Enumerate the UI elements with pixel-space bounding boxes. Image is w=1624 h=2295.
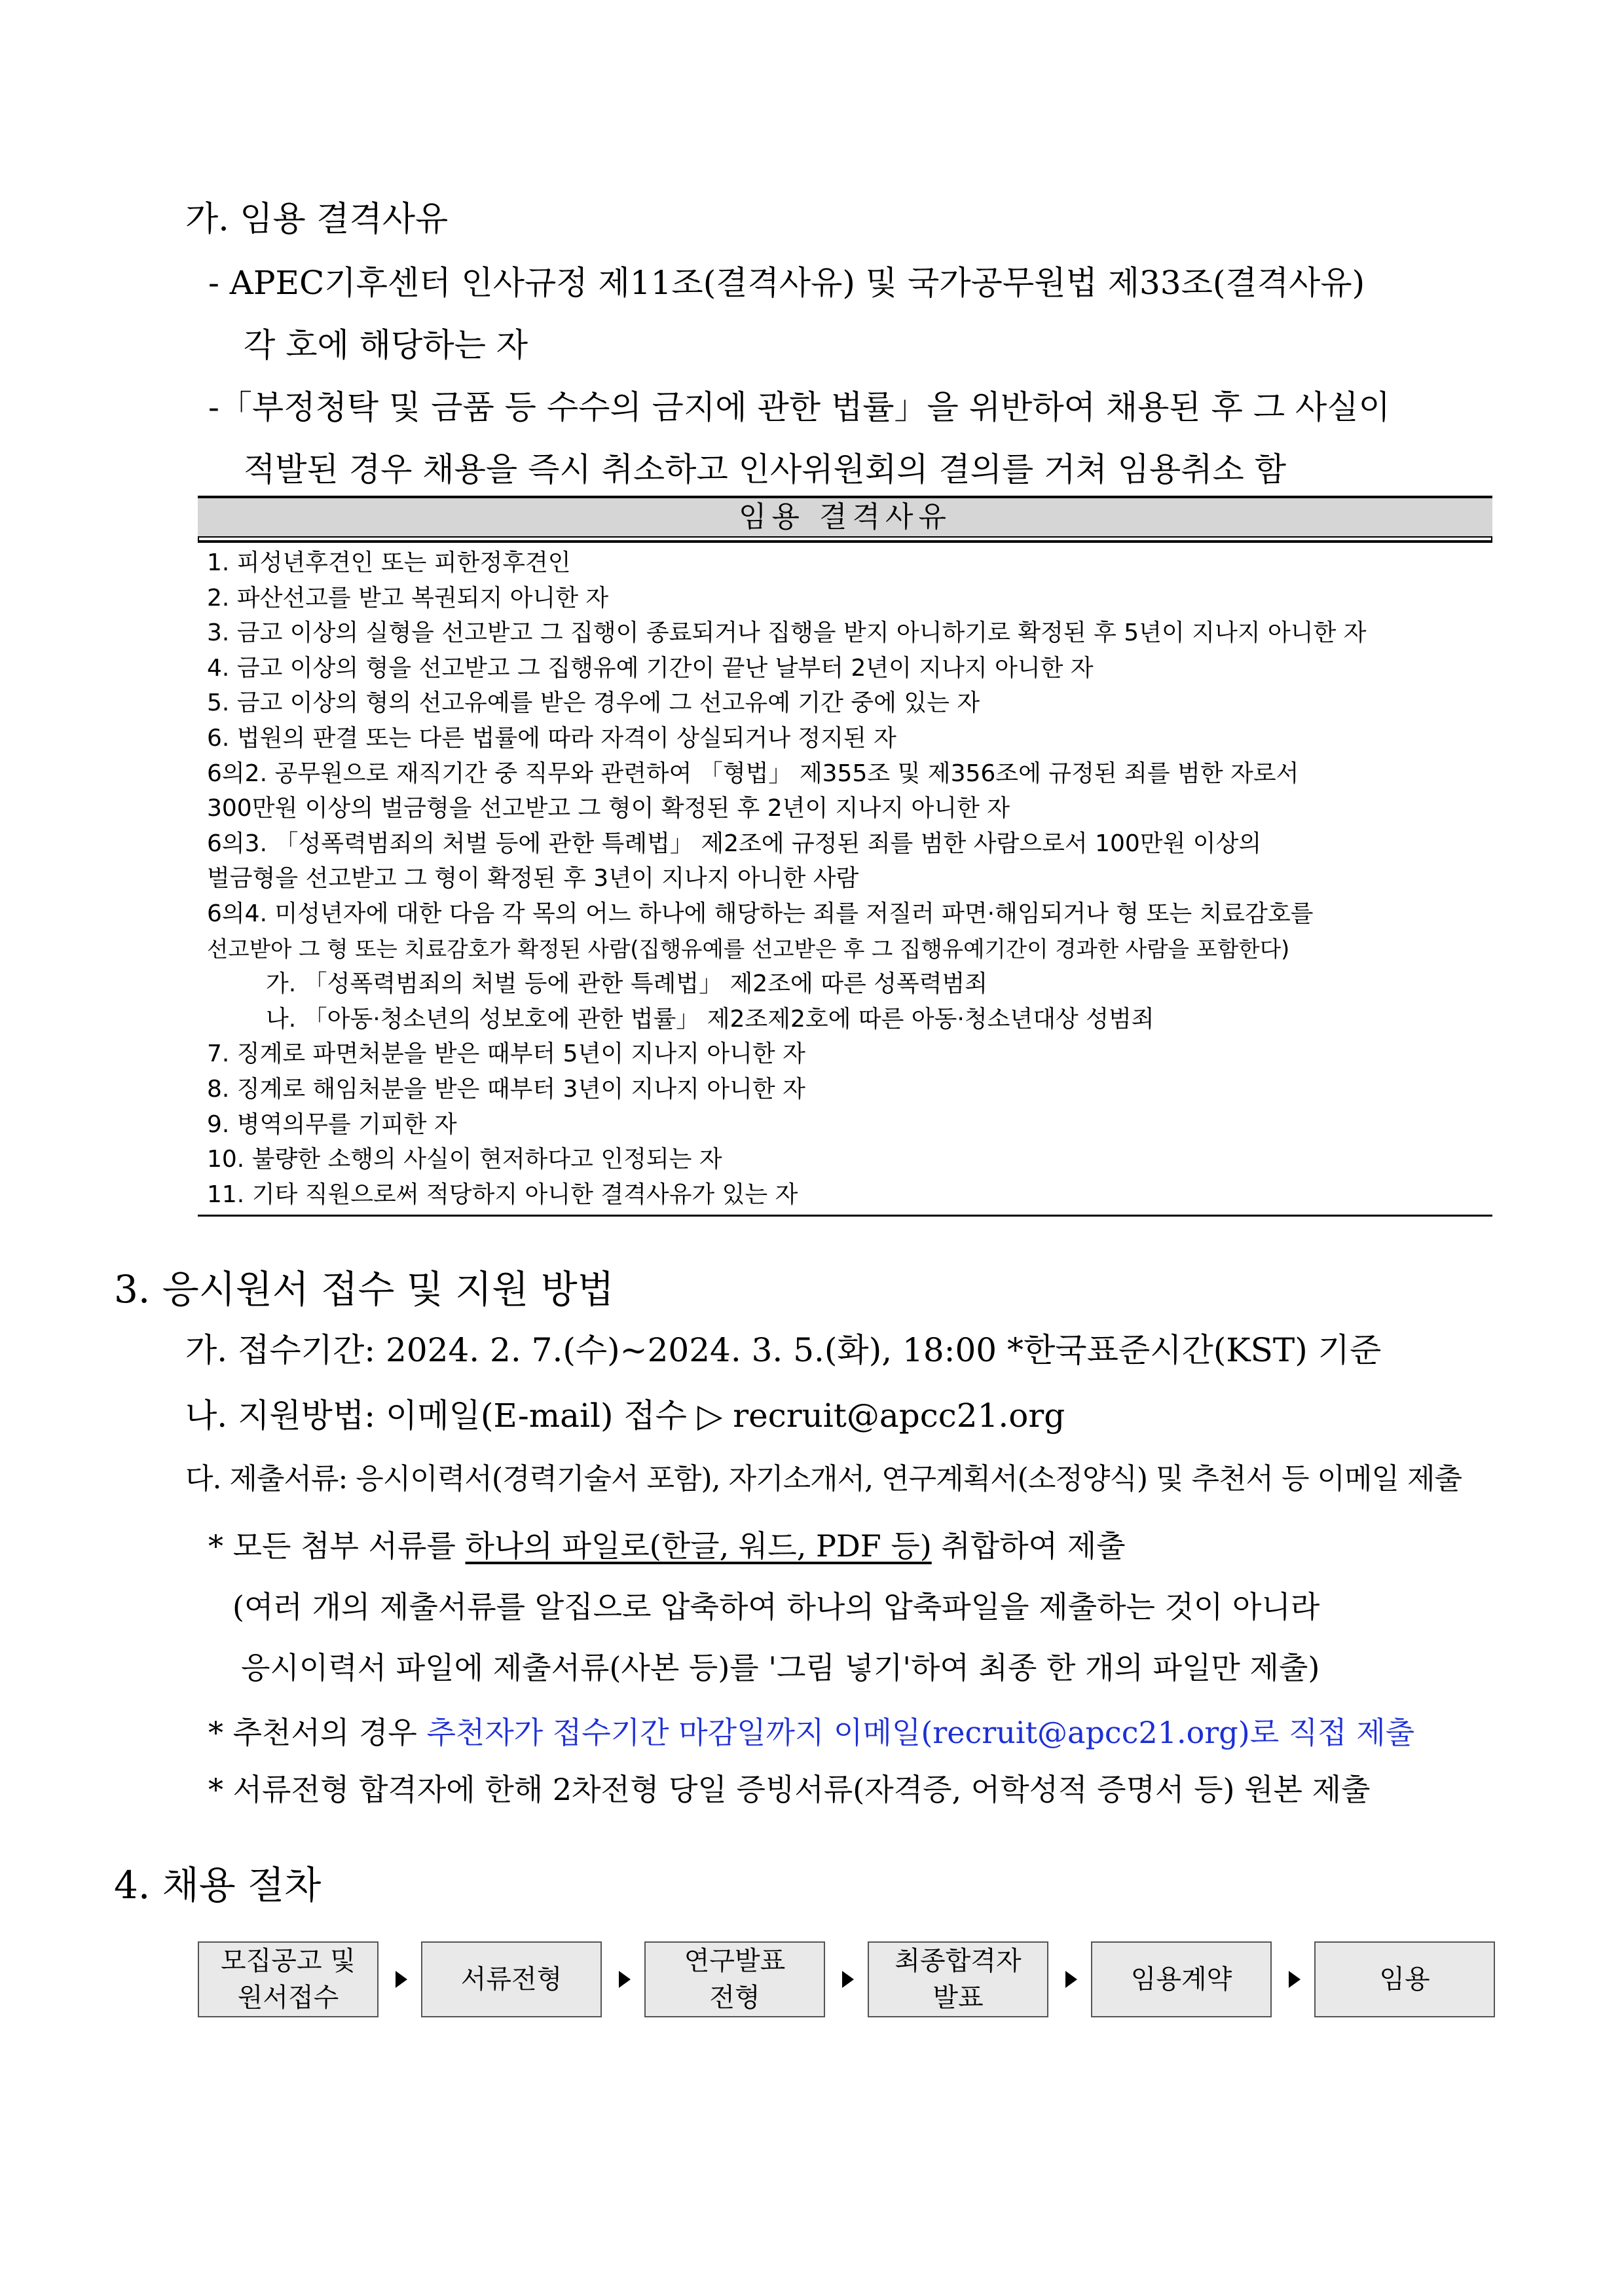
step-label: 임용: [1379, 1964, 1430, 1994]
table-row: 5. 금고 이상의 형의 선고유예를 받은 경우에 그 선고유예 기간 중에 있는 자: [207, 689, 980, 717]
table-row: 가. 「성폭력범죄의 처벌 등에 관한 특례법」 제2조에 따른 성폭력범죄: [266, 970, 988, 998]
note-recommendation-emphasis: 추천자가 접수기간 마감일까지 이메일(recruit@apcc21.org)로 직접 제출: [426, 1715, 1415, 1750]
note-single-file: [208, 1522, 1126, 1566]
arrow-right-icon: [842, 1971, 854, 1988]
step-label: 전형: [709, 1983, 760, 2013]
step-label: 발표: [932, 1983, 984, 2013]
application-method: 나. 지원방법: 이메일(E-mail) 접수 ▷ recruit@apcc21.org: [185, 1397, 1065, 1435]
arrow-right-icon: [1065, 1971, 1077, 1988]
table-row: 벌금형을 선고받고 그 형이 확정된 후 3년이 지나지 아니한 사람: [207, 865, 859, 892]
table-row: 6의3. 「성폭력범죄의 처벌 등에 관한 특례법」 제2조에 규정된 죄를 범한 사람으로서 100만원 이상의: [207, 830, 1262, 857]
table-row: 11. 기타 직원으로써 적당하지 아니한 결격사유가 있는 자: [207, 1181, 798, 1208]
step-recruitment-notice: [198, 1941, 378, 2017]
table-row: 1. 피성년후견인 또는 피한정후견인: [207, 549, 571, 576]
table-row: 선고받아 그 형 또는 치료감호가 확정된 사람(집행유예를 선고받은 후 그 집행유예기간이 경과한 사람을 포함한다): [207, 936, 1290, 962]
table-row: 나. 「아동·청소년의 성보호에 관한 법률」 제2조제2호에 따른 아동·청소년대상 성범죄: [266, 1005, 1154, 1033]
table-row: 7. 징계로 파면처분을 받은 때부터 5년이 지나지 아니한 자: [207, 1040, 805, 1068]
ga-item-2-cont: 적발된 경우 채용을 즉시 취소하고 인사위원회의 결의를 거쳐 임용취소 함: [244, 450, 1287, 488]
step-document-screening: [421, 1941, 602, 2017]
table-body: [198, 545, 1492, 1217]
table-row: 6. 법원의 판결 또는 다른 법률에 따라 자격이 상실되거나 정지된 자: [207, 724, 896, 752]
note-originals: * 서류전형 합격자에 한해 2차전형 당일 증빙서류(자격증, 어학성적 증명서 등) 원본 제출: [208, 1772, 1371, 1807]
note-single-file-emphasis: 하나의 파일로(한글, 워드, PDF 등): [465, 1528, 932, 1564]
step-final-announcement: [868, 1941, 1048, 2017]
table-row: 6의2. 공무원으로 재직기간 중 직무와 관련하여 「형법」 제355조 및 제356조에 규정된 죄를 범한 자로서: [207, 760, 1299, 787]
note-recommendation-prefix: * 추천서의 경우: [208, 1715, 427, 1750]
ga-item-1: - APEC기후센터 인사규정 제11조(결격사유) 및 국가공무원법 제33조(결격사유): [208, 264, 1365, 302]
note-single-file-prefix: * 모든 첨부 서류를: [208, 1528, 466, 1564]
step-label: 서류전형: [460, 1964, 563, 1994]
arrow-right-icon: [619, 1971, 631, 1988]
section-3-title: 3. 응시원서 접수 및 지원 방법: [114, 1267, 614, 1312]
step-label: 최종합격자: [895, 1946, 1022, 1976]
step-research-presentation: [644, 1941, 825, 2017]
table-header: 임용 결격사유: [198, 496, 1492, 538]
section-4-title: 4. 채용 절차: [114, 1863, 322, 1907]
note-single-file-suffix: 취합하여 제출: [931, 1528, 1126, 1564]
table-row: 300만원 이상의 벌금형을 선고받고 그 형이 확정된 후 2년이 지나지 아니한 자: [207, 795, 1010, 822]
step-label: 연구발표: [684, 1946, 786, 1976]
step-label: 임용계약: [1130, 1964, 1232, 1994]
ga-item-1-cont: 각 호에 해당하는 자: [244, 326, 528, 364]
table-row: 3. 금고 이상의 실형을 선고받고 그 집행이 종료되거나 집행을 받지 아니하기로 확정된 후 5년이 지나지 아니한 자: [207, 619, 1367, 647]
table-row: 8. 징계로 해임처분을 받은 때부터 3년이 지나지 아니한 자: [207, 1075, 805, 1103]
table-row: 4. 금고 이상의 형을 선고받고 그 집행유예 기간이 끝난 날부터 2년이 지나지 아니한 자: [207, 654, 1094, 682]
note-single-file-line3: 응시이력서 파일에 제출서류(사본 등)를 '그림 넣기'하여 최종 한 개의 파일만 제출): [241, 1650, 1320, 1685]
application-period: 가. 접수기간: 2024. 2. 7.(수)~2024. 3. 5.(화), 18:00 *한국표준시간(KST) 기준: [185, 1331, 1382, 1369]
note-recommendation: [208, 1709, 1414, 1752]
step-label: 모집공고 및: [221, 1946, 356, 1976]
step-label: 원서접수: [237, 1983, 339, 2013]
table-row: 9. 병역의무를 기피한 자: [207, 1111, 457, 1138]
step-appointment: [1314, 1941, 1495, 2017]
table-row: 2. 파산선고를 받고 복권되지 아니한 자: [207, 584, 609, 612]
arrow-right-icon: [396, 1971, 407, 1988]
disqualification-table: [198, 496, 1492, 1217]
step-employment-contract: [1091, 1941, 1272, 2017]
section-ga-title: 가. 임용 결격사유: [185, 200, 449, 239]
required-documents: 다. 제출서류: 응시이력서(경력기술서 포함), 자기소개서, 연구계획서(소정양식) 및 추천서 등 이메일 제출: [185, 1462, 1462, 1496]
table-row: 10. 불량한 소행의 사실이 현저하다고 인정되는 자: [207, 1146, 722, 1173]
arrow-right-icon: [1289, 1971, 1301, 1988]
ga-item-2: -「부정청탁 및 금품 등 수수의 금지에 관한 법률」을 위반하여 채용된 후 그 사실이: [208, 388, 1390, 426]
table-row: 6의4. 미성년자에 대한 다음 각 목의 어느 하나에 해당하는 죄를 저질러 파면·해임되거나 형 또는 치료감호를: [207, 900, 1314, 927]
note-single-file-line2: (여러 개의 제출서류를 알집으로 압축하여 하나의 압축파일을 제출하는 것이 아니라: [232, 1589, 1320, 1625]
